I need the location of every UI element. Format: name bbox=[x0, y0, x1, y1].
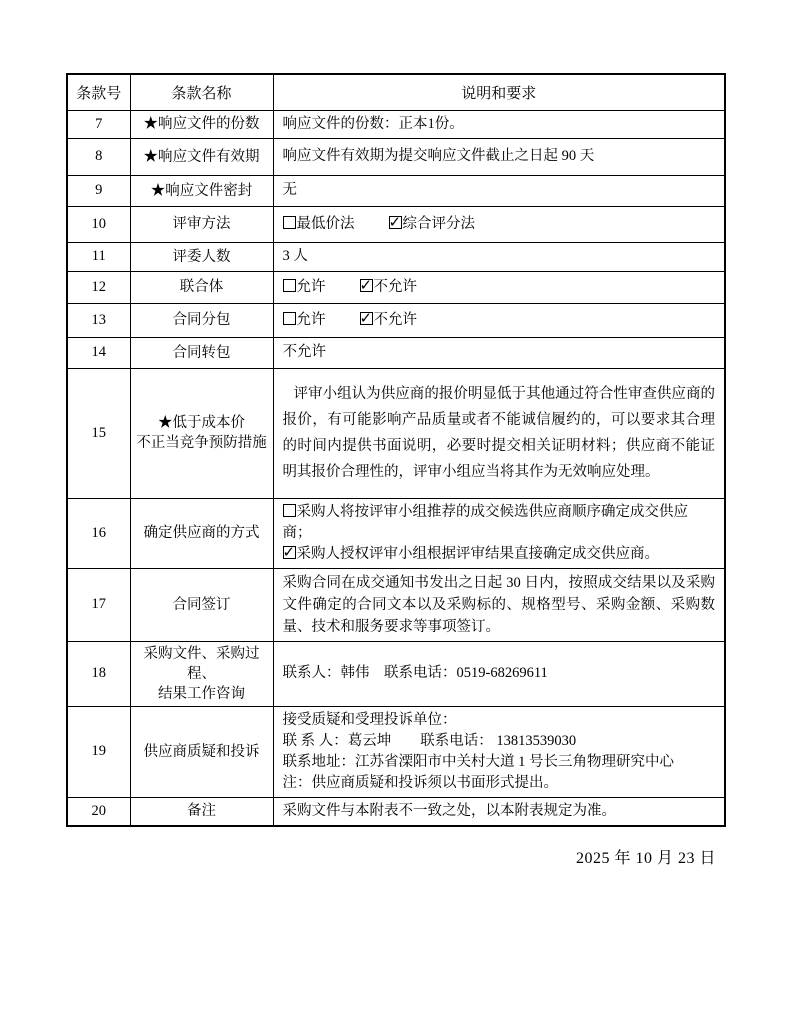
checkbox-label: 采购人授权评审小组根据评审结果直接确定成交供应商。 bbox=[296, 545, 659, 562]
clause-description bbox=[273, 368, 725, 498]
clause-number: 19 bbox=[67, 706, 130, 797]
description-text: 注：供应商质疑和投诉须以书面形式提出。 bbox=[282, 774, 558, 791]
clause-name-line: 评委人数 bbox=[172, 248, 231, 265]
clause-name-line: ★响应文件的份数 bbox=[143, 116, 260, 132]
clause-number: 16 bbox=[67, 498, 130, 568]
checkbox-label: 最低价法 bbox=[296, 215, 355, 232]
table-row bbox=[67, 498, 725, 568]
checkbox-label: 不允许 bbox=[373, 278, 417, 295]
checkbox-checked-icon bbox=[360, 312, 373, 325]
clause-name bbox=[130, 498, 273, 568]
terms-table bbox=[66, 73, 726, 827]
checkbox-label: 允许 bbox=[296, 278, 326, 295]
description-line bbox=[283, 114, 716, 135]
description-line bbox=[283, 146, 716, 167]
table-row bbox=[67, 110, 725, 138]
clause-name-line: 不正当竞争预防措施 bbox=[136, 435, 267, 451]
clause-name bbox=[130, 706, 273, 797]
clause-number: 9 bbox=[67, 175, 130, 206]
description-line bbox=[283, 502, 716, 544]
clause-name bbox=[130, 242, 273, 271]
checkbox-unchecked-icon bbox=[283, 504, 296, 517]
clause-name-line: 确定供应商的方式 bbox=[143, 525, 260, 541]
checkbox-label: 不允许 bbox=[373, 311, 417, 328]
description-line bbox=[283, 663, 716, 684]
clause-description bbox=[273, 337, 725, 368]
table-row bbox=[67, 206, 725, 242]
description-text: 3 人 bbox=[282, 248, 308, 264]
clause-number: 13 bbox=[67, 303, 130, 337]
description-text: 响应文件的份数：正本1份。 bbox=[282, 115, 464, 132]
clause-number: 14 bbox=[67, 337, 130, 368]
description-line bbox=[283, 277, 716, 298]
description-line bbox=[283, 180, 716, 201]
clause-description bbox=[273, 706, 725, 797]
checkbox-label: 采购人将按评审小组推荐的成交候选供应商顺序确定成交供应商； bbox=[282, 503, 688, 541]
clause-description bbox=[273, 797, 725, 826]
table-row bbox=[67, 337, 725, 368]
clause-number: 18 bbox=[67, 641, 130, 706]
clause-name-line: 评审方法 bbox=[172, 216, 231, 232]
description-text: 联 系 人：葛云坤 联系电话： 13813539030 bbox=[282, 732, 577, 749]
clause-name-line: ★低于成本价 bbox=[158, 415, 245, 431]
table-row bbox=[67, 271, 725, 303]
clause-description bbox=[273, 568, 725, 641]
clause-name-line: 合同转包 bbox=[172, 344, 231, 361]
clause-description bbox=[273, 110, 725, 138]
checkbox-checked-icon bbox=[283, 546, 296, 559]
description-line bbox=[283, 801, 716, 822]
clause-name-line: 备注 bbox=[187, 803, 216, 819]
description-paragraph: 采购合同在成交通知书发出之日起 30 日内，按照成交结果以及采购文件确定的合同文本以及采购标的、规格型号、采购金额、采购数量、技术和服务要求等事项签订。 bbox=[282, 574, 715, 635]
clause-description bbox=[273, 138, 725, 175]
clause-name-line: ★响应文件有效期 bbox=[143, 148, 260, 165]
col-header-description: 说明和要求 bbox=[273, 74, 725, 110]
table-header-row bbox=[67, 74, 725, 110]
clause-name-line: 供应商质疑和投诉 bbox=[143, 743, 260, 760]
description-line bbox=[283, 214, 716, 235]
description-line bbox=[283, 544, 716, 565]
description-text: 无 bbox=[282, 182, 297, 198]
table-row bbox=[67, 175, 725, 206]
clause-name bbox=[130, 206, 273, 242]
description-text: 接受质疑和受理投诉单位： bbox=[282, 711, 457, 728]
description-line bbox=[283, 773, 716, 794]
clause-description bbox=[273, 271, 725, 303]
clause-description bbox=[273, 303, 725, 337]
clause-name-line: ★响应文件密封 bbox=[150, 182, 253, 199]
clause-number: 7 bbox=[67, 110, 130, 138]
clause-name-line: 合同签订 bbox=[172, 596, 231, 613]
clause-description bbox=[273, 641, 725, 706]
clause-number: 11 bbox=[67, 242, 130, 271]
clause-number: 17 bbox=[67, 568, 130, 641]
clause-name-line: 合同分包 bbox=[172, 312, 231, 328]
clause-number: 15 bbox=[67, 368, 130, 498]
clause-description bbox=[273, 175, 725, 206]
checkbox-checked-icon bbox=[389, 216, 402, 229]
description-line bbox=[283, 246, 716, 267]
table-row bbox=[67, 568, 725, 641]
clause-number: 10 bbox=[67, 206, 130, 242]
clause-name bbox=[130, 110, 273, 138]
clause-name bbox=[130, 138, 273, 175]
checkbox-checked-icon bbox=[360, 279, 373, 292]
clause-description bbox=[273, 498, 725, 568]
clause-name-line: 采购文件、采购过程、 bbox=[143, 645, 260, 682]
description-text: 响应文件有效期为提交响应文件截止之日起 90 天 bbox=[282, 148, 595, 164]
description-line bbox=[283, 342, 716, 363]
description-line bbox=[283, 310, 716, 331]
checkbox-unchecked-icon bbox=[283, 279, 296, 292]
description-text: 联系人：韩伟 联系电话：0519-68269611 bbox=[282, 665, 548, 681]
checkbox-unchecked-icon bbox=[283, 216, 296, 229]
table-row bbox=[67, 242, 725, 271]
col-header-clause-no: 条款号 bbox=[67, 74, 130, 110]
table-row bbox=[67, 303, 725, 337]
checkbox-unchecked-icon bbox=[283, 312, 296, 325]
table-row bbox=[67, 368, 725, 498]
table-row bbox=[67, 138, 725, 175]
clause-name bbox=[130, 303, 273, 337]
checkbox-label: 综合评分法 bbox=[402, 215, 475, 232]
description-line bbox=[283, 731, 716, 752]
table-row bbox=[67, 797, 725, 826]
checkbox-label: 允许 bbox=[296, 311, 326, 328]
clause-number: 12 bbox=[67, 271, 130, 303]
document-date: 2025 年 10 月 23 日 bbox=[576, 850, 717, 867]
clause-number: 8 bbox=[67, 138, 130, 175]
clause-name bbox=[130, 568, 273, 641]
description-text: 不允许 bbox=[282, 344, 326, 360]
table-row bbox=[67, 706, 725, 797]
clause-name bbox=[130, 368, 273, 498]
terms-table-body bbox=[67, 110, 725, 826]
table-row bbox=[67, 641, 725, 706]
clause-description bbox=[273, 206, 725, 242]
clause-name bbox=[130, 797, 273, 826]
description-paragraph: 评审小组认为供应商的报价明显低于其他通过符合性审查供应商的报价，有可能影响产品质量或者不能诚信履约的，可以要求其合理的时间内提供书面说明，必要时提交相关证明材料；供应商不能证明其报价合理性的，评审小组应当将其作为无效响应处理。 bbox=[282, 386, 715, 480]
clause-number: 20 bbox=[67, 797, 130, 826]
description-text: 采购文件与本附表不一致之处，以本附表规定为准。 bbox=[282, 802, 616, 819]
clause-name-line: 结果工作咨询 bbox=[158, 685, 245, 702]
clause-name bbox=[130, 641, 273, 706]
clause-name-line: 联合体 bbox=[179, 279, 224, 295]
clause-description bbox=[273, 242, 725, 271]
clause-name bbox=[130, 175, 273, 206]
clause-name bbox=[130, 271, 273, 303]
description-text: 联系地址：江苏省溧阳市中关村大道 1 号长三角物理研究中心 bbox=[282, 753, 674, 770]
description-line bbox=[283, 710, 716, 731]
col-header-clause-name: 条款名称 bbox=[130, 74, 273, 110]
description-line bbox=[283, 752, 716, 773]
clause-name bbox=[130, 337, 273, 368]
